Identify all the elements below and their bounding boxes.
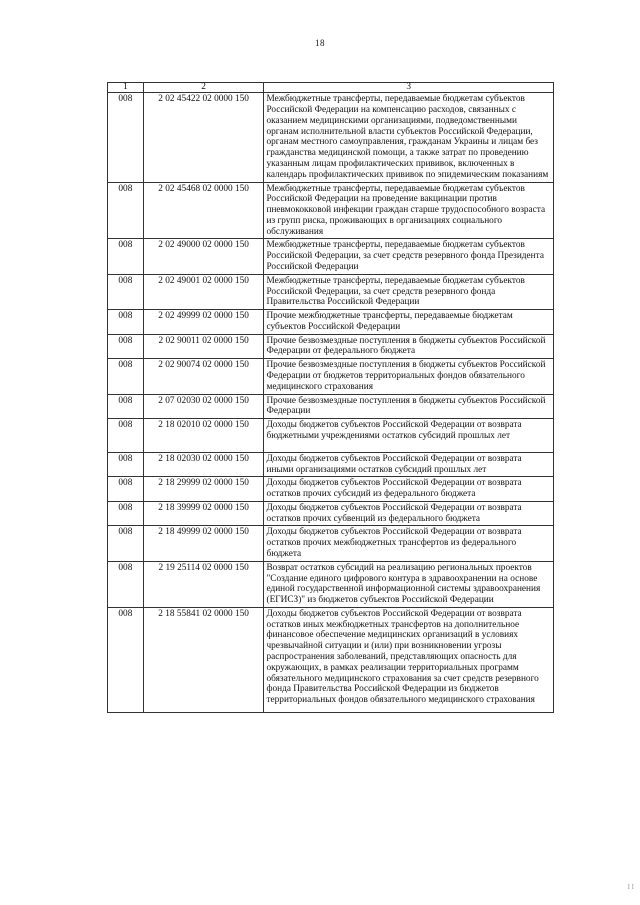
admin-code-cell: 008 <box>108 477 144 502</box>
description-cell: Доходы бюджетов субъектов Российской Федерации от возврата остатков прочих субвенций из федерального бюджета <box>264 501 554 526</box>
table-row <box>108 182 554 239</box>
admin-code-cell: 008 <box>108 561 144 607</box>
admin-code-cell: 008 <box>108 419 144 453</box>
admin-code-cell: 008 <box>108 239 144 274</box>
admin-code-cell: 008 <box>108 526 144 561</box>
table-row <box>108 239 554 274</box>
budget-code-cell: 2 19 25114 02 0000 150 <box>143 561 264 607</box>
page-number: 18 <box>315 38 325 48</box>
description-cell: Прочие безвозмездные поступления в бюджеты субъектов Российской Федерации от федерального бюджета <box>264 334 554 359</box>
description-cell: Межбюджетные трансферты, передаваемые бюджетам субъектов Российской Федерации, за счет средств резервного фонда Правительства Российской Федерации <box>264 274 554 309</box>
budget-code-cell: 2 18 55841 02 0000 150 <box>143 607 264 712</box>
budget-code-cell: 2 18 39999 02 0000 150 <box>143 501 264 526</box>
table-row <box>108 93 554 182</box>
budget-code-cell: 2 18 02030 02 0000 150 <box>143 452 264 477</box>
description-cell: Прочие безвозмездные поступления в бюджеты субъектов Российской Федерации <box>264 394 554 419</box>
description-cell: Доходы бюджетов субъектов Российской Федерации от возврата бюджетными учреждениями остатков субсидий прошлых лет <box>264 419 554 453</box>
table-row <box>108 359 554 394</box>
header-col-3: 3 <box>264 83 554 93</box>
budget-code-cell: 2 18 49999 02 0000 150 <box>143 526 264 561</box>
table-row <box>108 452 554 477</box>
table-row <box>108 419 554 453</box>
budget-code-cell: 2 07 02030 02 0000 150 <box>143 394 264 419</box>
description-cell: Межбюджетные трансферты, передаваемые бюджетам субъектов Российской Федерации на проведение вакцинации против пневмококковой инфекции граждан старше трудоспособного возраста из групп риска, проживающих в организациях социального обслуживания <box>264 182 554 239</box>
description-cell: Доходы бюджетов субъектов Российской Федерации от возврата иными организациями остатков субсидий прошлых лет <box>264 452 554 477</box>
admin-code-cell: 008 <box>108 452 144 477</box>
admin-code-cell: 008 <box>108 274 144 309</box>
description-cell: Доходы бюджетов субъектов Российской Федерации от возврата остатков иных межбюджетных трансфертов на дополнительное финансовое обеспечение медицинских организаций в условиях чрезвычайной ситуации и (или) при возникновении угрозы распространения заболеваний, представляющих опасность для окружающих, в рамках реализации территориальных программ обязательного медицинского страхования за счет средств резервного фонда Правительства Российской Федерации из бюджетов территориальных фондов обязательного медицинского страхования <box>264 607 554 712</box>
description-cell: Межбюджетные трансферты, передаваемые бюджетам субъектов Российской Федерации, за счет средств резервного фонда Президента Российской Федерации <box>264 239 554 274</box>
table-row <box>108 526 554 561</box>
description-cell: Межбюджетные трансферты, передаваемые бюджетам субъектов Российской Федерации на компенсацию расходов, связанных с оказанием медицинскими организациями, подведомственными органам исполнительной власти субъектов Российской Федерации, органам местного самоуправления, гражданам Украины и лицам без гражданства медицинской помощи, а также затрат по проведению указанным лицам профилактических прививок, включенных в календарь профилактических прививок по эпидемическим показаниям <box>264 93 554 182</box>
header-col-2: 2 <box>143 83 264 93</box>
admin-code-cell: 008 <box>108 501 144 526</box>
table-row <box>108 501 554 526</box>
budget-code-cell: 2 02 49001 02 0000 150 <box>143 274 264 309</box>
description-cell: Доходы бюджетов субъектов Российской Федерации от возврата остатков прочих межбюджетных трансфертов из федерального бюджета <box>264 526 554 561</box>
budget-code-cell: 2 02 90011 02 0000 150 <box>143 334 264 359</box>
admin-code-cell: 008 <box>108 310 144 335</box>
admin-code-cell: 008 <box>108 394 144 419</box>
scan-marks: I I <box>627 883 634 891</box>
table-row <box>108 334 554 359</box>
table-row <box>108 607 554 712</box>
table-row <box>108 274 554 309</box>
table-body <box>108 83 554 713</box>
description-cell: Прочие межбюджетные трансферты, передаваемые бюджетам субъектов Российской Федерации <box>264 310 554 335</box>
budget-code-cell: 2 02 45422 02 0000 150 <box>143 93 264 182</box>
description-cell: Возврат остатков субсидий на реализацию региональных проектов "Создание единого цифрового контура в здравоохранении на основе единой государственной информационной системы здравоохранения (ЕГИСЗ)" из бюджетов субъектов Российской Федерации <box>264 561 554 607</box>
budget-code-cell: 2 02 90074 02 0000 150 <box>143 359 264 394</box>
budget-code-cell: 2 02 45468 02 0000 150 <box>143 182 264 239</box>
budget-code-cell: 2 18 29999 02 0000 150 <box>143 477 264 502</box>
budget-code-cell: 2 02 49000 02 0000 150 <box>143 239 264 274</box>
table-header-row <box>108 83 554 93</box>
budget-code-cell: 2 18 02010 02 0000 150 <box>143 419 264 453</box>
admin-code-cell: 008 <box>108 359 144 394</box>
table-row <box>108 394 554 419</box>
admin-code-cell: 008 <box>108 607 144 712</box>
budget-code-cell: 2 02 49999 02 0000 150 <box>143 310 264 335</box>
revenue-codes-table <box>107 82 554 713</box>
admin-code-cell: 008 <box>108 93 144 182</box>
table-row <box>108 477 554 502</box>
table-row <box>108 561 554 607</box>
table-row <box>108 310 554 335</box>
description-cell: Прочие безвозмездные поступления в бюджеты субъектов Российской Федерации от бюджетов территориальных фондов обязательного медицинского страхования <box>264 359 554 394</box>
admin-code-cell: 008 <box>108 182 144 239</box>
admin-code-cell: 008 <box>108 334 144 359</box>
description-cell: Доходы бюджетов субъектов Российской Федерации от возврата остатков прочих субсидий из федерального бюджета <box>264 477 554 502</box>
header-col-1: 1 <box>108 83 144 93</box>
